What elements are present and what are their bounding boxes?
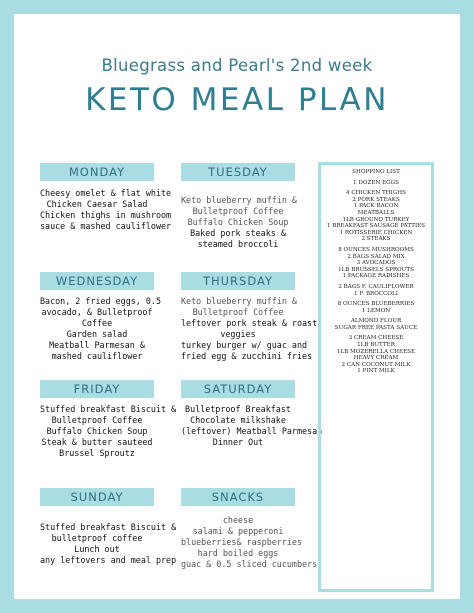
meal-item: Keto blueberry muffin &	[181, 296, 297, 306]
meal-item: Chicken Caesar Salad	[46, 199, 148, 209]
meal-item: Buffalo Chicken Soup	[46, 426, 148, 436]
meal-item: Garden salad	[66, 329, 128, 339]
shopping-item: ALMOND FLOUR	[350, 318, 402, 325]
shopping-item: SUGAR FREE PASTA SAUCE	[334, 324, 418, 331]
day-header-wednesday: WEDNESDAY	[40, 272, 154, 290]
meal-item: Stuffed breakfast Biscuit &	[40, 522, 177, 532]
meals-friday	[40, 404, 177, 459]
shopping-item: 1 BREAKFAST SAUSAGE PATTIES	[326, 223, 426, 230]
meal-item: avocado, & Bulletproof	[41, 307, 153, 317]
meal-item: Coffee	[81, 318, 113, 328]
day-header-sunday: SUNDAY	[40, 488, 154, 506]
meal-item: Bulletproof Breakfast	[185, 404, 291, 414]
meal-item: Baked pork steaks &	[190, 228, 286, 238]
meal-item: (leftover) Meatball Parmesan	[181, 426, 323, 436]
page-title: KETO MEAL PLAN	[85, 82, 389, 118]
shopping-item: 8 OUNCES MUSHROOMS	[338, 246, 414, 253]
day-header-thursday: THURSDAY	[181, 272, 295, 290]
shopping-item: HEAVY CREAM	[353, 355, 399, 362]
meal-item: Dinner Out	[212, 437, 264, 447]
snack-item: guac & 0.5 sliced cucumbers	[181, 559, 318, 569]
meal-item: fried egg & zucchini fries	[181, 351, 313, 361]
shopping-item: 1LB BRUSSELS SPROUTS	[338, 266, 414, 273]
meal-item: Chicken thighs in mushroom	[40, 210, 172, 220]
shopping-item: 1 PACKAGE RADISHES	[342, 273, 410, 280]
meal-item: Brussel Sproutz	[59, 448, 135, 458]
shopping-item: 2 STEAKS	[361, 236, 391, 243]
shopping-item: 1 PACK BACON	[353, 203, 399, 210]
day-header-monday: MONDAY	[40, 163, 154, 181]
meals-sunday	[40, 522, 177, 566]
snack-item: salami & pepperoni	[192, 526, 284, 536]
meal-item: sauce & mashed cauliflower	[40, 221, 172, 231]
meals-tuesday	[181, 195, 295, 250]
shopping-item: MEATBALLS	[357, 209, 395, 216]
snack-item: blueberries& raspberries	[181, 537, 303, 547]
meals-thursday	[181, 296, 318, 362]
snacks-list	[181, 515, 318, 570]
shopping-item: 2 BAGS SALAD MIX	[347, 253, 405, 260]
meal-item: any leftovers and meal prep	[40, 555, 177, 565]
meal-item: veggies	[220, 329, 256, 339]
shopping-item: 1 PINT MILK	[357, 368, 395, 375]
meal-item: Chocolate milkshake	[190, 415, 286, 425]
shopping-item: 1LB GROUND TURKEY	[342, 216, 410, 223]
meal-item: leftover pork steak & roast	[181, 318, 318, 328]
meal-item: Cheesy omelet & flat white	[40, 188, 172, 198]
shopping-item: 8 OUNCES BLUEBERRIES	[337, 301, 415, 308]
shopping-item: 1 LEMON	[361, 307, 391, 314]
meal-item: steamed broccoli	[197, 239, 279, 249]
shopping-list-title: SHOPPING LIST	[352, 169, 400, 175]
meal-item: Bulletproof Coffee	[192, 307, 284, 317]
shopping-item: 1 ROTISSERIE CHICKEN	[339, 229, 413, 236]
meal-item: Keto blueberry muffin &	[181, 195, 297, 205]
meal-item: Meatball Parmesan &	[49, 340, 145, 350]
meal-item: turkey burger w/ guac and	[181, 340, 308, 350]
meal-item: Steak & butter sauteed	[41, 437, 153, 447]
meals-saturday	[181, 404, 323, 448]
meal-item: Buffalo Chicken Soup	[187, 217, 289, 227]
meal-item: bulletproof coffee	[51, 533, 143, 543]
shopping-item: 1LB BUTTER	[357, 342, 395, 349]
meal-item: Bulletproof Coffee	[51, 415, 143, 425]
shopping-item: 3 CREAM CHEESE	[348, 335, 404, 342]
shopping-item: 3 AVOCADOS	[356, 260, 396, 267]
page-subtitle: Bluegrass and Pearl's 2nd week	[101, 56, 373, 75]
shopping-item: 2 CAN COCONUT MILK	[341, 361, 411, 368]
snack-item: cheese	[222, 515, 254, 525]
day-header-saturday: SATURDAY	[181, 380, 295, 398]
meal-item: Lunch out	[74, 544, 120, 554]
meal-item: mashed cauliflower	[51, 351, 143, 361]
day-header-snacks: SNACKS	[181, 488, 295, 506]
shopping-item: 1 F. BROCCOLI	[354, 290, 398, 297]
day-header-friday: FRIDAY	[40, 380, 154, 398]
meal-item: Bacon, 2 fried eggs, 0.5	[40, 296, 162, 306]
meals-monday	[40, 188, 172, 232]
shopping-item: 4 CHICKEN THIGHS	[346, 190, 406, 197]
shopping-item: 2 PORK STEAKS	[352, 196, 400, 203]
day-header-tuesday: TUESDAY	[181, 163, 295, 181]
shopping-item: 2 BAGS F. CAULIFLOWER	[338, 283, 414, 290]
shopping-list	[318, 169, 434, 375]
meal-item: Bulletproof Coffee	[192, 206, 284, 216]
meals-wednesday	[40, 296, 162, 362]
shopping-item: 1 DOZEN EGGS	[353, 179, 399, 186]
meal-item: Stuffed breakfast Biscuit &	[40, 404, 177, 414]
snack-item: hard boiled eggs	[197, 548, 279, 558]
shopping-item: 1LB MOZERELLA CHEESE	[336, 348, 416, 355]
